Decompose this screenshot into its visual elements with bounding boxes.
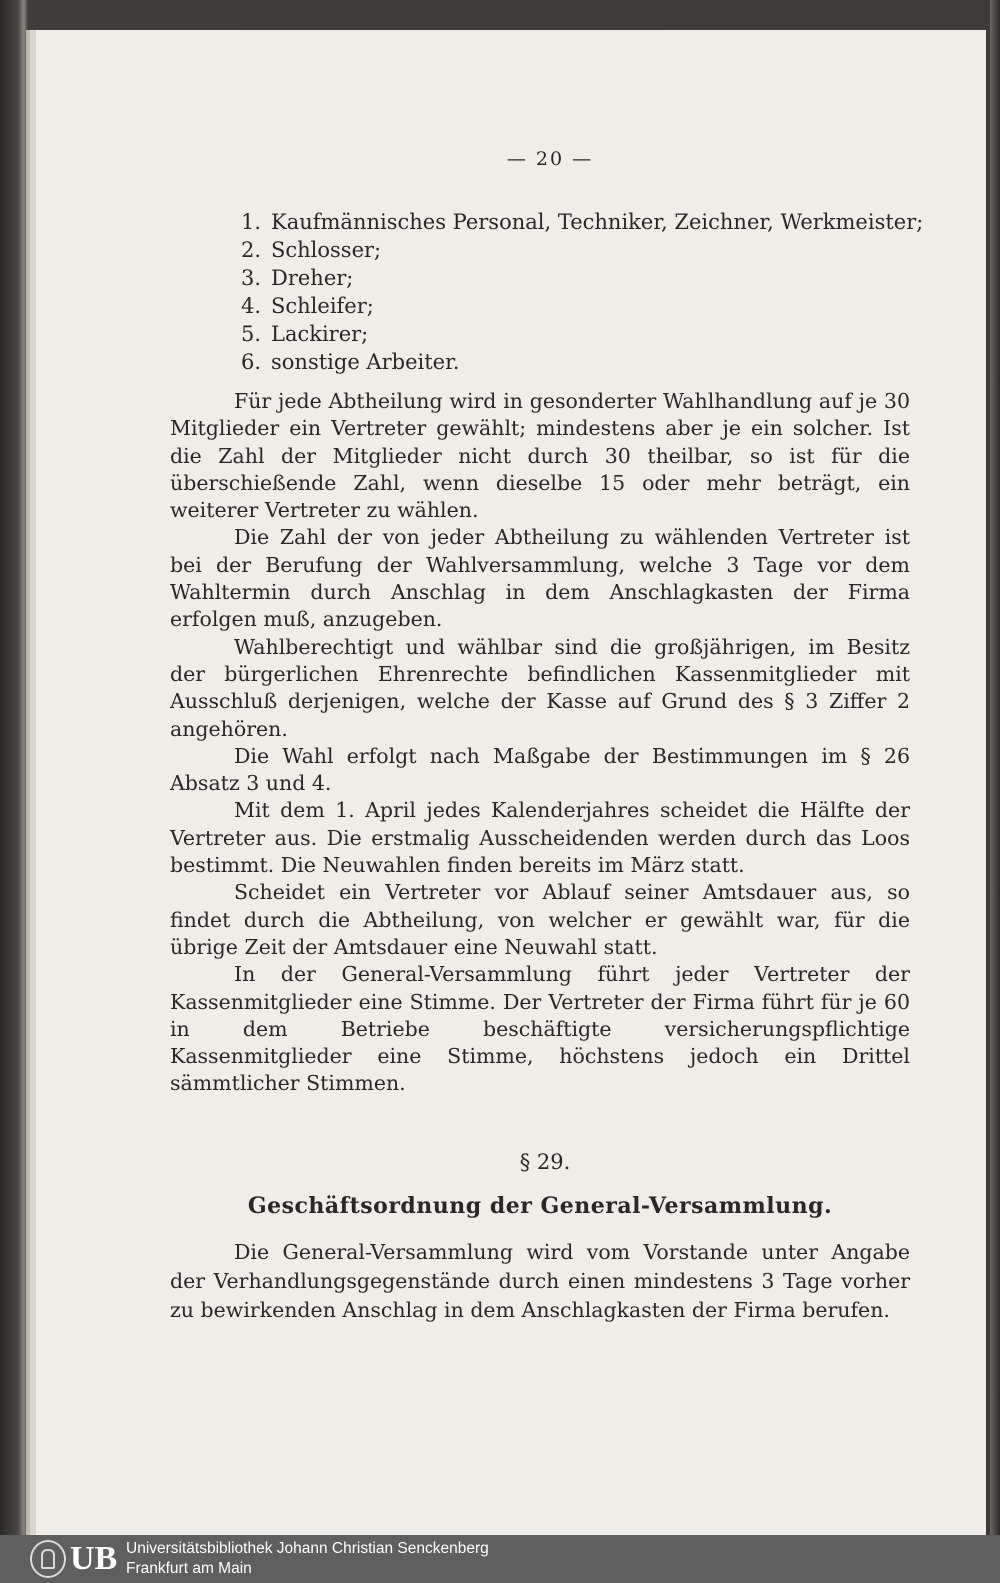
paragraph: Wahlberechtigt und wählbar sind die großjährigen, im Besitz der bürgerlichen Ehrenrechte befindlichen Kassenmitglieder mit Ausschluß derjenigen, welche der Kasse auf Grund des § 3 Ziffer 2 angehören. <box>170 634 910 741</box>
library-logo[interactable] <box>30 1540 120 1578</box>
library-footer <box>0 1535 1000 1583</box>
institution-name: Universitätsbibliothek Johann Christian Senckenberg <box>126 1540 489 1557</box>
list-item <box>241 236 923 264</box>
paragraph: Die Wahl erfolgt nach Maßgabe der Bestimmungen im § 26 Absatz 3 und 4. <box>170 743 910 796</box>
body-text <box>170 388 910 1098</box>
paragraph: Scheidet ein Vertreter vor Ablauf seiner Amtsdauer aus, so findet durch die Abtheilung, von welcher er gewählt war, für die übrige Zeit der Amtsdauer eine Neuwahl statt. <box>170 880 910 959</box>
ub-logo-text: UB <box>70 1540 118 1577</box>
section-number: § 29. <box>519 1150 571 1174</box>
list-number: 1. <box>241 210 262 234</box>
member-group-list <box>241 208 923 376</box>
list-text: Kaufmännisches Personal, Techniker, Zeichner, Werkmeister; <box>271 210 924 234</box>
paragraph: Mit dem 1. April jedes Kalenderjahres scheidet die Hälfte der Vertreter aus. Die erstmalig Ausscheidenden werden durch das Loos bestimmt. Die Neuwahlen finden bereits im März statt. <box>170 798 910 878</box>
list-item <box>241 320 923 348</box>
page-edge <box>990 0 1000 1535</box>
section-body <box>170 1238 910 1325</box>
list-number: 2. <box>241 238 262 262</box>
list-number: 5. <box>241 322 262 346</box>
list-number: 4. <box>241 294 262 318</box>
list-text: Lackirer; <box>271 322 369 346</box>
list-item <box>241 348 923 376</box>
section-heading: Geschäftsordnung der General-Versammlung. <box>247 1193 833 1219</box>
institution-city: Frankfurt am Main <box>126 1560 252 1577</box>
list-text: sonstige Arbeiter. <box>271 350 460 374</box>
seal-icon <box>30 1540 66 1578</box>
list-text: Schlosser; <box>271 238 382 262</box>
list-item <box>241 208 923 236</box>
list-number: 3. <box>241 266 262 290</box>
list-number: 6. <box>241 350 262 374</box>
list-text: Dreher; <box>271 266 354 290</box>
paragraph: Für jede Abtheilung wird in gesonderter Wahlhandlung auf je 30 Mitglieder ein Vertreter gewählt; mindestens aber je ein solcher. Ist die Zahl der Mitglieder nicht durch 30 theilbar, so ist für die überschießende Zahl, wenn dieselbe 15 oder mehr beträgt, ein weiterer Vertreter zu wählen. <box>170 389 910 523</box>
paragraph: Die General-Versammlung wird vom Vorstande unter Angabe der Verhandlungsgegenstände durch einen mindestens 3 Tage vorher zu bewirkenden Anschlag in dem Anschlagkasten der Firma berufen. <box>170 1240 910 1322</box>
paragraph: In der General-Versammlung führt jeder Vertreter der Kassenmitglieder eine Stimme. Der Vertreter der Firma führt für je 60 in dem Betriebe beschäftigte versicherungspflichtige Kassenmitglieder eine Stimme, höchstens jedoch ein Drittel sämmtlicher Stimmen. <box>170 962 910 1096</box>
list-text: Schleifer; <box>271 294 374 318</box>
paragraph: Die Zahl der von jeder Abtheilung zu wählenden Vertreter ist bei der Berufung der Wahlversammlung, welche 3 Tage vor dem Wahltermin durch Anschlag in dem Anschlagkasten der Firma erfolgen muß, anzugeben. <box>170 525 910 632</box>
list-item <box>241 292 923 320</box>
list-item <box>241 264 923 292</box>
page-number: — 20 — <box>506 148 594 170</box>
